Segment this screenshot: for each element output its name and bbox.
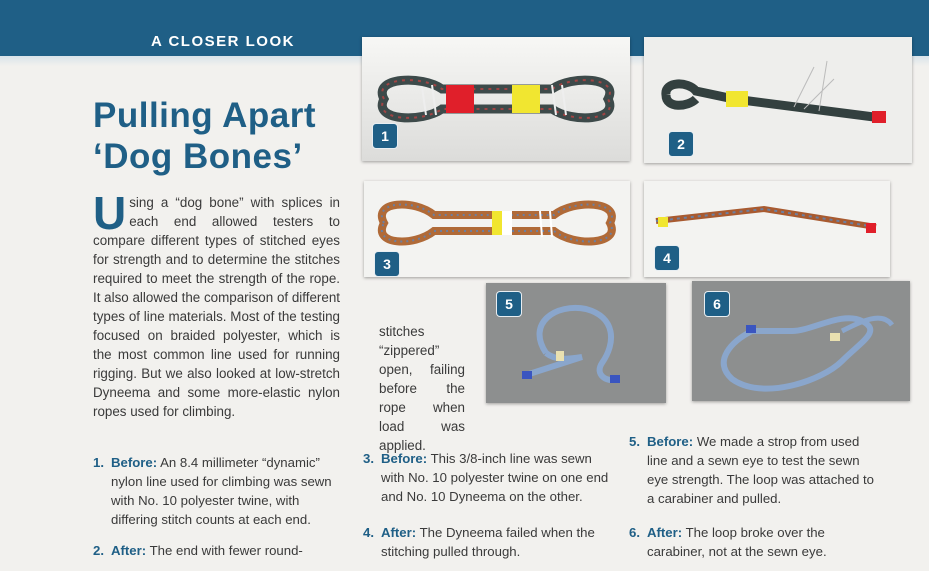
photo-badge-2: 2: [668, 131, 694, 157]
caption-4: [363, 523, 609, 561]
caption-3-lead: Before:: [381, 451, 428, 466]
photo-badge-1: 1: [372, 123, 398, 149]
photo-4-image: [644, 181, 890, 277]
body-continuation: stitches “zippered” open, failing before the rope when load was applied.: [379, 324, 465, 453]
caption-3: [363, 449, 609, 506]
caption-1-lead: Before:: [111, 455, 158, 470]
caption-6-text: The loop broke over the carabiner, not at the sewn eye.: [647, 525, 827, 559]
headline-line-1: Pulling Apart: [93, 96, 316, 135]
article-body: [93, 187, 340, 421]
article-headline: [93, 95, 316, 177]
drop-cap: U: [93, 187, 127, 239]
photo-3-image: [364, 181, 630, 277]
caption-3-number: 3.: [363, 451, 374, 466]
caption-6: [629, 523, 881, 561]
caption-5: [629, 432, 881, 508]
body-text: sing a “dog bone” with splices in each end allowed testers to compare different types of stitched eyes for strength and to determine the stitches required to meet the strength of the rope. It also allowed the comparison of different types of line materials. Most of the testing focused on braided polyester, which is the most common line used for running rigging. But we also looked at low-stretch Dyneema and some more-elastic nylon ropes used for climbing.: [93, 195, 340, 419]
photo-badge-5: 5: [496, 291, 522, 317]
photo-2: [644, 37, 912, 163]
caption-3-text: This 3/8-inch line was sewn with No. 10 polyester twine on one end and No. 10 Dyneema on the other.: [381, 451, 609, 504]
photo-6: [692, 281, 910, 401]
photo-badge-4: 4: [654, 245, 680, 271]
photo-3: [364, 181, 630, 277]
photo-badge-6: 6: [704, 291, 730, 317]
caption-5-number: 5.: [629, 434, 640, 449]
section-label: A CLOSER LOOK: [151, 33, 295, 50]
photo-5: [486, 283, 666, 403]
headline-line-2: ‘Dog Bones’: [93, 137, 303, 176]
photo-1: [362, 37, 630, 161]
caption-2-text: The end with fewer round-: [149, 543, 303, 558]
caption-2: [93, 541, 339, 560]
caption-6-number: 6.: [629, 525, 640, 540]
caption-4-lead: After:: [381, 525, 417, 540]
caption-2-number: 2.: [93, 543, 104, 558]
caption-1-text: An 8.4 millimeter “dynamic” nylon line used for climbing was sewn with No. 10 polyester twine, with differing stitch counts at each end.: [111, 455, 332, 527]
caption-4-text: The Dyneema failed when the stitching pulled through.: [381, 525, 595, 559]
caption-5-text: We made a strop from used line and a sewn eye to test the sewn eye strength. The loop was attached to a carabiner and pulled.: [647, 434, 875, 506]
photo-4: [644, 181, 890, 277]
caption-5-lead: Before:: [647, 434, 694, 449]
photo-badge-3: 3: [374, 251, 400, 277]
caption-6-lead: After:: [647, 525, 683, 540]
caption-1: [93, 453, 339, 529]
photo-1-image: [362, 37, 630, 161]
caption-1-number: 1.: [93, 455, 104, 470]
caption-4-number: 4.: [363, 525, 374, 540]
caption-2-lead: After:: [111, 543, 147, 558]
